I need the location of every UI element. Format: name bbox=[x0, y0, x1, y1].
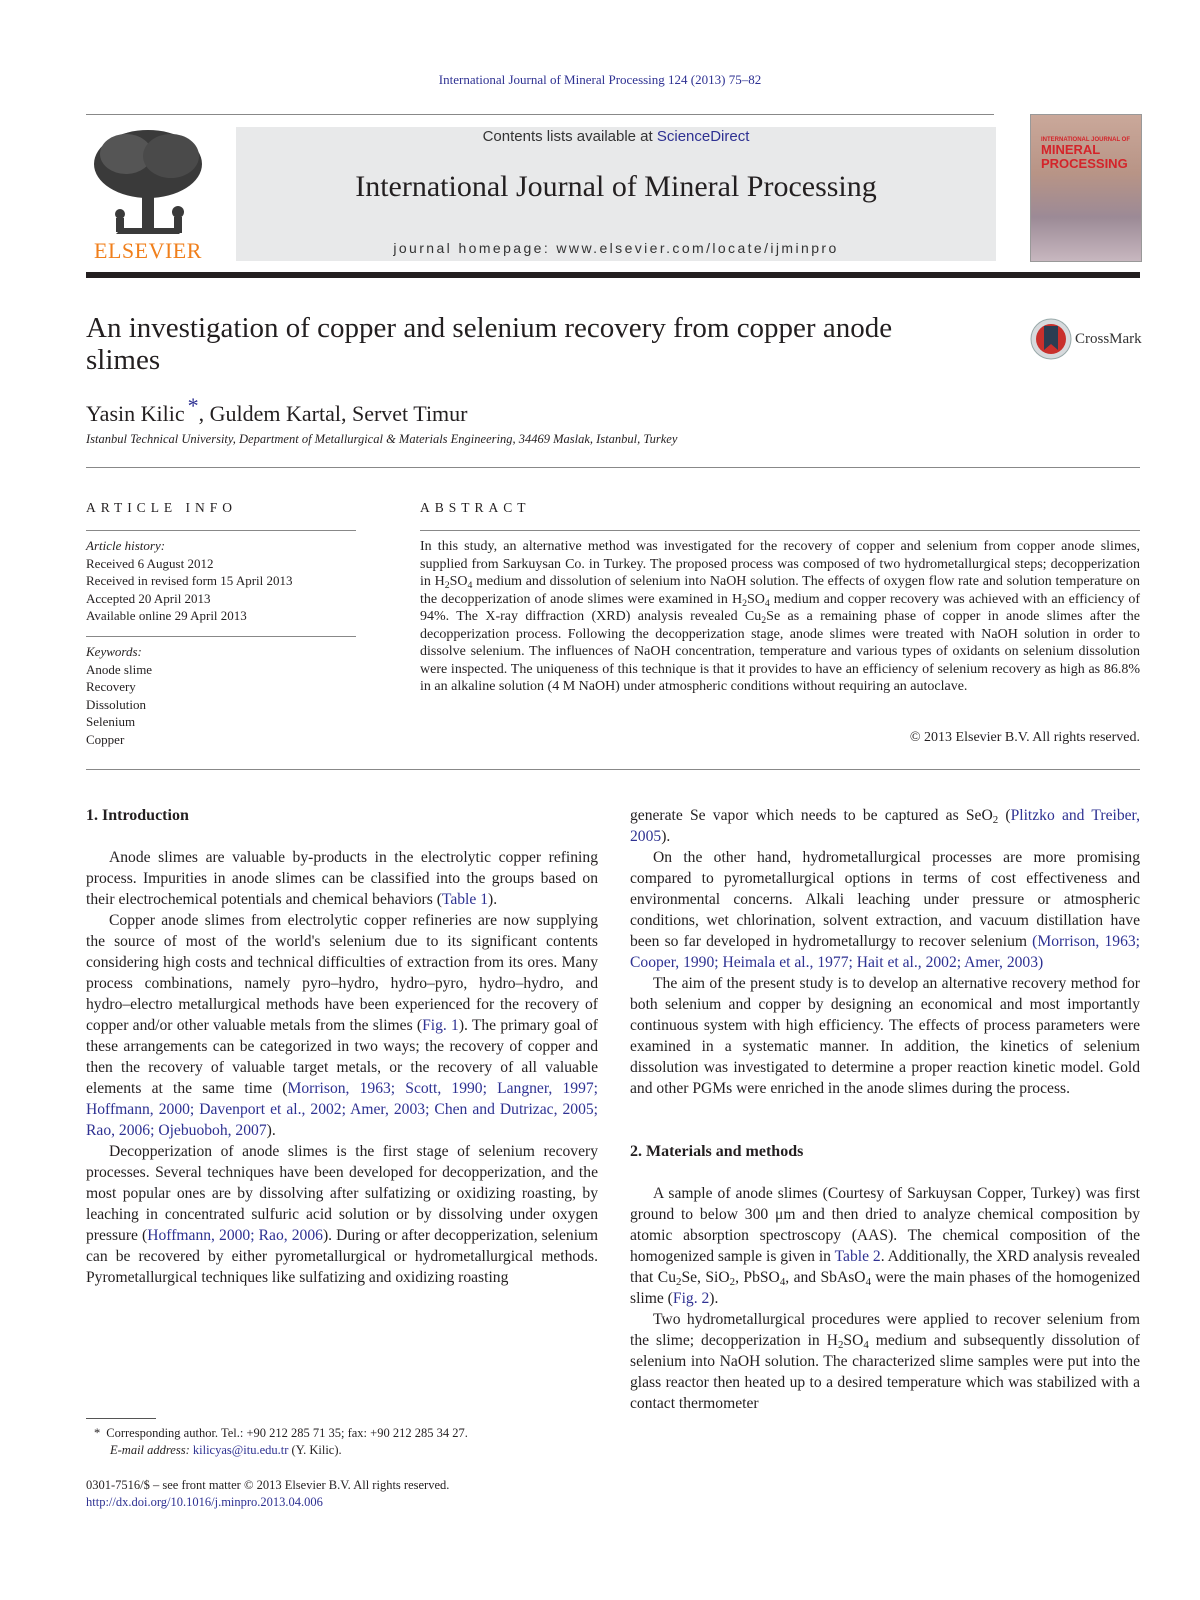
keyword: Recovery bbox=[86, 679, 136, 694]
journal-citation[interactable]: International Journal of Mineral Processing 124 (2013) 75–82 bbox=[438, 72, 762, 87]
issn-line: 0301-7516/$ – see front matter © 2013 Elsevier B.V. All rights reserved. bbox=[86, 1478, 450, 1492]
ref-citations[interactable]: (Morrison, 1963; Cooper, 1990; Heimala et al., 1977; Hait et al., 2002; Amer, 2003) bbox=[630, 933, 1140, 971]
keyword: Selenium bbox=[86, 714, 136, 729]
methods-paragraph-1: A sample of anode slimes (Courtesy of Sarkuysan Copper, Turkey) was first ground to below 300 μm and then dried to analyze chemical composition by atomic absorption spectroscopy (AAS). The chemical composition of the homogenized sample is given in Table 2. Additionally, the XRD analysis revealed that $Cu_2Se$, SiO$_2$, PbSO$_4$, and SbAsO$_4$ were the main phases of the homogenized slime (Fig. 2). bbox=[630, 1185, 1141, 1307]
ref-citations[interactable]: Hoffmann, 2000; Rao, 2006 bbox=[147, 1227, 323, 1244]
intro-paragraph-5: The aim of the present study is to develop an alternative recovery method for both selenium and copper by designing an economical and most importantly continuous system with high efficiency. The effects of process parameters were examined in a systematic manner. In addition, the kinetics of selenium dissolution was investigated to determine a proper reaction kinetic model. Gold and other PGMs were enriched in the anode slimes during the process. bbox=[630, 975, 1140, 1097]
intro-paragraph-1: Anode slimes are valuable by-products in the electrolytic copper refining process. Impurities in anode slimes can be classified into the groups based on their electrochemical potentials and chemical behaviors (Table 1). bbox=[86, 849, 598, 908]
crossmark-label[interactable]: CrossMark bbox=[1075, 331, 1142, 347]
ref-citations[interactable]: Morrison, 1963; Scott, 1990; Langner, 1997; Hoffmann, 2000; Davenport et al., 2002; Amer, 2003; Chen and Dutrizac, 2005; Rao, 2006; Ojebuoboh, 2007 bbox=[86, 1080, 598, 1139]
ref-fig-1[interactable]: Fig. 1 bbox=[422, 1017, 459, 1034]
author-first: Yasin Kilic bbox=[86, 401, 185, 426]
corresponding-author-mark[interactable]: * bbox=[187, 393, 199, 418]
journal-cover-image bbox=[1030, 114, 1142, 262]
cover-line-1: INTERNATIONAL JOURNAL OF bbox=[1041, 137, 1131, 143]
front-matter bbox=[86, 1477, 449, 1511]
keyword: Copper bbox=[86, 731, 125, 747]
contents-prefix: Contents lists available at bbox=[482, 128, 657, 145]
journal-title: International Journal of Mineral Processing bbox=[355, 170, 877, 203]
history-label: Article history: bbox=[86, 538, 166, 553]
author-rest: , Guldem Kartal, Servet Timur bbox=[198, 401, 468, 426]
keywords-label: Keywords: bbox=[86, 644, 142, 659]
intro-paragraph-3-cont: generate Se vapor which needs to be captured as SeO$_2$ (Plitzko and Treiber, 2005). bbox=[630, 807, 1141, 845]
keyword: Anode slime bbox=[86, 661, 153, 677]
author-email-link[interactable]: kilicyas@itu.edu.tr bbox=[192, 1443, 289, 1457]
crossmark-icon[interactable] bbox=[1030, 318, 1072, 360]
title-rule bbox=[86, 467, 1140, 468]
ref-table-1[interactable]: Table 1 bbox=[441, 891, 489, 908]
section-heading-materials-methods: 2. Materials and methods bbox=[630, 1143, 804, 1160]
sciencedirect-link[interactable]: ScienceDirect bbox=[656, 128, 750, 145]
footnote-rule bbox=[86, 1418, 156, 1419]
footnote-contact: Corresponding author. Tel.: +90 212 285 71 35; fax: +90 212 285 34 27. bbox=[106, 1426, 468, 1440]
abstract-heading: ABSTRACT bbox=[420, 500, 531, 515]
abstract-text: In this study, an alternative method was investigated for the recovery of copper and selenium from copper anode slimes, supplied from Sarkuysan Co. in Turkey. The proposed process was composed of two hydrometallurgical steps; decopperization in $H_2SO_4$ medium and dissolution of selenium into NaOH solution. The effects of oxygen flow rate and solution temperature on the decopperization of anode slimes were examined in $H_2SO_4$ medium and copper recovery was achieved with an efficiency of 94%. The X-ray diffraction (XRD) analysis revealed $Cu_2Se$ as a remaining phase of copper in anode slimes after the decopperization process. Following the decopperization stage, anode slimes were treated with NaOH solution in order to dissolve selenium. The influences of NaOH concentration, temperature and various types of oxidants on selenium dissolution were inspected. The uniqueness of this technique is that it provides to have an efficiency of selenium recovery as high as 86.8% in an alkaline solution (4 M NaOH) under atmospheric conditions without requiring an autoclave. bbox=[420, 539, 1141, 694]
abstract-copyright: © 2013 Elsevier B.V. All rights reserved. bbox=[909, 730, 1140, 745]
doi-link[interactable]: http://dx.doi.org/10.1016/j.minpro.2013.04.006 bbox=[86, 1495, 323, 1509]
email-label: E-mail address: bbox=[110, 1443, 193, 1457]
email-suffix: (Y. Kilic). bbox=[288, 1443, 342, 1457]
article-info-heading: ARTICLE INFO bbox=[86, 500, 238, 515]
history-accepted: Accepted 20 April 2013 bbox=[86, 590, 211, 606]
journal-homepage[interactable]: journal homepage: www.elsevier.com/locate/ijminpro bbox=[393, 240, 839, 256]
cover-line-2: MINERAL bbox=[1041, 142, 1101, 158]
footnote bbox=[86, 1425, 468, 1459]
ref-table-2[interactable]: Table 2 bbox=[834, 1248, 881, 1265]
right-column bbox=[630, 805, 1140, 1414]
elsevier-wordmark: ELSEVIER bbox=[94, 238, 202, 263]
keyword: Dissolution bbox=[86, 696, 146, 712]
cover-line-3: PROCESSING bbox=[1041, 155, 1128, 171]
footnote-mark: * bbox=[94, 1426, 101, 1440]
intro-paragraph-2: Copper anode slimes from electrolytic copper refineries are now supplying the source of most of the world's selenium due to its significant contents considering high costs and technical difficulties of extraction from its ores. Many process combinations, namely pyro–hydro, hydro–pyro, hydro–hydro, and hydro–electro metallurgical methods have been experienced for the recovery of copper and/or other valuable metals from the slimes (Fig. 1). The primary goal of these arrangements can be categorized in two ways; the recovery of copper and then the recovery of valuable target metals, or the recovery of all valuable elements at the same time (Morrison, 1963; Scott, 1990; Langner, 1997; Hoffmann, 2000; Davenport et al., 2002; Amer, 2003; Chen and Dutrizac, 2005; Rao, 2006; Ojebuoboh, 2007). bbox=[86, 912, 598, 1139]
paper-title: An investigation of copper and selenium recovery from copper anode slimes bbox=[86, 312, 893, 376]
header-thick-rule bbox=[86, 272, 1140, 278]
intro-paragraph-4: On the other hand, hydrometallurgical processes are more promising compared to pyrometallurgical options in terms of cost effectiveness and environmental concerns. Alkali leaching under pressure or atmospheric conditions, wet chlorination, solvent extraction, and vacuum distillation have been so far developed in hydrometallurgy to recover selenium (Morrison, 1963; Cooper, 1990; Heimala et al., 1977; Hait et al., 2002; Amer, 2003) bbox=[630, 849, 1140, 971]
section-heading-introduction: 1. Introduction bbox=[86, 807, 189, 824]
methods-paragraph-2: Two hydrometallurgical procedures were applied to recover selenium from the slime; decopperization in $H_2SO_4$ medium and subsequently dissolution of selenium into NaOH solution. The characterized slime samples were put into the glass reactor then heated up to a desired temperature which was stabilized with a contact thermometer bbox=[630, 1311, 1141, 1412]
author-list bbox=[86, 393, 468, 427]
contents-line bbox=[236, 128, 996, 145]
affiliation: Istanbul Technical University, Department of Metallurgical & Materials Engineering, 34469 Maslak, Istanbul, Turkey bbox=[86, 432, 678, 446]
ref-citations[interactable]: Plitzko and Treiber, 2005 bbox=[630, 807, 1141, 845]
history-revised: Received in revised form 15 April 2013 bbox=[86, 573, 293, 588]
ref-fig-2[interactable]: Fig. 2 bbox=[672, 1290, 710, 1307]
history-online: Available online 29 April 2013 bbox=[86, 608, 247, 623]
article-history bbox=[86, 537, 293, 625]
article-info-rule bbox=[86, 530, 356, 531]
keywords bbox=[86, 643, 152, 748]
abstract-rule bbox=[420, 530, 1140, 531]
abstract-end-rule bbox=[86, 769, 1140, 770]
keywords-rule bbox=[86, 636, 356, 637]
history-received: Received 6 August 2012 bbox=[86, 555, 214, 571]
intro-paragraph-3: Decopperization of anode slimes is the first stage of selenium recovery processes. Several techniques have been developed for decopperization, and the most popular ones are by dissolving after sulfatizing or oxidizing roasting, by leaching in concentrated sulfuric acid solution or by dissolving under oxygen pressure (Hoffmann, 2000; Rao, 2006). During or after decopperization, selenium can be recovered by either pyrometallurgical or hydrometallurgical methods. Pyrometallurgical techniques like sulfatizing and oxidizing roasting bbox=[86, 1143, 598, 1286]
left-column bbox=[86, 805, 598, 1288]
header-rule bbox=[86, 114, 994, 115]
